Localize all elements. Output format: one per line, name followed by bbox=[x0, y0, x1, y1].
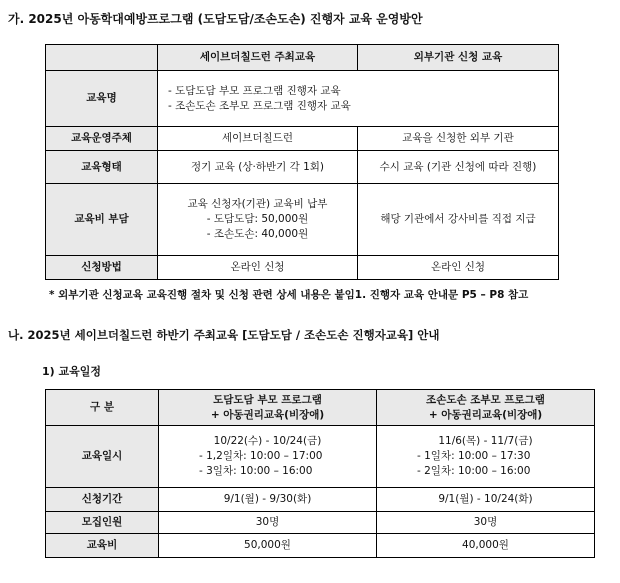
footnote: * 외부기관 신청교육 교육진행 절차 및 신청 관련 상세 내용은 붙임1. 진행자 교육 안내문 P5 – P8 참고 bbox=[49, 289, 529, 301]
header-line: + 아동권리교육(비장애) bbox=[210, 408, 325, 421]
row-label-datetime: 교육일시 bbox=[46, 426, 159, 488]
schedule-header-joson bbox=[377, 390, 595, 426]
fee-external: 해당 기관에서 강사비를 직접 지급 bbox=[358, 184, 559, 256]
row-label-course-name: 교육명 bbox=[46, 71, 158, 127]
section-b-title: 나. 2025년 세이브더칠드런 하반기 주최교육 [도담도담 / 조손도손 진행자교육] 안내 bbox=[8, 328, 440, 342]
capacity-joson: 30명 bbox=[377, 512, 595, 534]
row-label-fee: 교육비 부담 bbox=[46, 184, 158, 256]
header-line: + 아동권리교육(비장애) bbox=[428, 408, 543, 421]
datetime-line: - 1일차: 10:00 – 17:30 bbox=[417, 450, 531, 462]
corner-cell bbox=[46, 45, 158, 71]
header-line: 조손도손 조부모 프로그램 bbox=[426, 393, 545, 406]
apply-external: 온라인 신청 bbox=[358, 256, 559, 280]
datetime-line: - 3일차: 10:00 – 16:00 bbox=[199, 465, 313, 477]
course-name-line: - 조손도손 조부모 프로그램 진행자 교육 bbox=[168, 99, 351, 112]
fee-host bbox=[158, 184, 358, 256]
schedule-header-label: 구 분 bbox=[46, 390, 159, 426]
section-a-title: 가. 2025년 아동학대예방프로그램 (도담도담/조손도손) 진행자 교육 운영방안 bbox=[8, 12, 423, 26]
row-label-capacity: 모집인원 bbox=[46, 512, 159, 534]
schedule-header-dodam bbox=[159, 390, 377, 426]
row-label-tuition: 교육비 bbox=[46, 534, 159, 558]
datetime-joson bbox=[377, 426, 595, 488]
operator-host: 세이브더칠드런 bbox=[158, 127, 358, 151]
row-label-format: 교육형태 bbox=[46, 151, 158, 184]
format-external: 수시 교육 (기관 신청에 따라 진행) bbox=[358, 151, 559, 184]
course-name-cell bbox=[158, 71, 559, 127]
row-label-apply-period: 신청기간 bbox=[46, 488, 159, 512]
apply-host: 온라인 신청 bbox=[158, 256, 358, 280]
operator-external: 교육을 신청한 외부 기관 bbox=[358, 127, 559, 151]
course-name-line: - 도담도담 부모 프로그램 진행자 교육 bbox=[168, 84, 341, 97]
format-host: 정기 교육 (상·하반기 각 1회) bbox=[158, 151, 358, 184]
datetime-line: - 1,2일차: 10:00 – 17:00 bbox=[199, 450, 323, 462]
operation-plan-table bbox=[45, 44, 559, 280]
fee-line: - 조손도손: 40,000원 bbox=[206, 228, 309, 240]
apply-period-dodam: 9/1(월) - 9/30(화) bbox=[159, 488, 377, 512]
row-label-operator: 교육운영주체 bbox=[46, 127, 158, 151]
row-label-apply: 신청방법 bbox=[46, 256, 158, 280]
apply-period-joson: 9/1(월) - 10/24(화) bbox=[377, 488, 595, 512]
capacity-dodam: 30명 bbox=[159, 512, 377, 534]
datetime-line: 10/22(수) - 10/24(금) bbox=[213, 435, 322, 447]
tuition-joson: 40,000원 bbox=[377, 534, 595, 558]
tuition-dodam: 50,000원 bbox=[159, 534, 377, 558]
schedule-table bbox=[45, 389, 595, 558]
datetime-line: 11/6(목) - 11/7(금) bbox=[438, 435, 533, 447]
header-line: 도담도담 부모 프로그램 bbox=[213, 393, 322, 406]
datetime-dodam bbox=[159, 426, 377, 488]
fee-line: 교육 신청자(기관) 교육비 납부 bbox=[187, 198, 328, 210]
datetime-line: - 2일차: 10:00 – 16:00 bbox=[417, 465, 531, 477]
fee-line: - 도담도담: 50,000원 bbox=[206, 213, 309, 225]
schedule-subtitle: 1) 교육일정 bbox=[42, 365, 102, 378]
col-header-external: 외부기관 신청 교육 bbox=[358, 45, 559, 71]
col-header-host: 세이브더칠드런 주최교육 bbox=[158, 45, 358, 71]
